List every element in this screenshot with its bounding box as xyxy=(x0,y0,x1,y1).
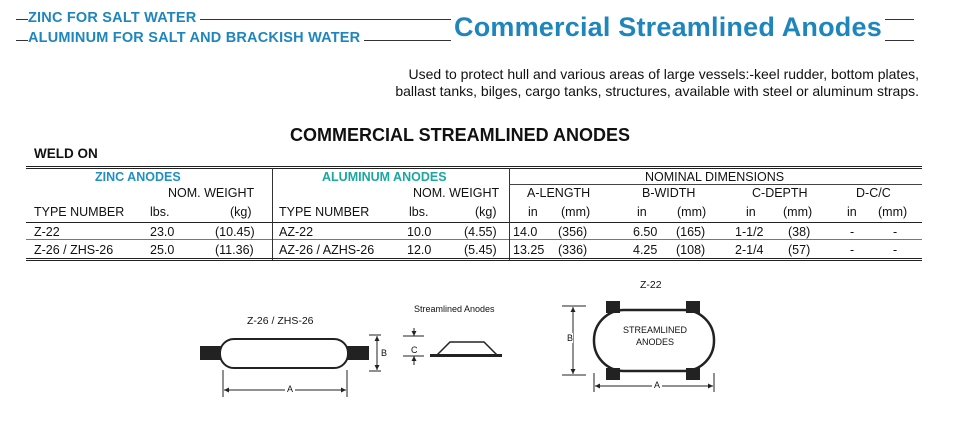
middle-label-c: C xyxy=(411,345,418,355)
b-in-cell: 6.50 xyxy=(633,225,658,239)
c-mm-header: (mm) xyxy=(783,205,813,219)
zinc-type-cell: Z-22 xyxy=(34,225,60,239)
b-mm-cell: (108) xyxy=(676,243,706,257)
zinc-anodes-header: ZINC ANODES xyxy=(95,170,181,184)
b-mm-header: (mm) xyxy=(677,205,707,219)
al-kg-header: (kg) xyxy=(475,205,497,219)
d-in-header: in xyxy=(847,205,857,219)
right-strap xyxy=(606,368,620,380)
c-mm-cell: (57) xyxy=(788,243,811,257)
description-line-1: Used to protect hull and various areas of large vessels:-keel rudder, bottom plates, xyxy=(408,66,919,82)
zinc-kg-cell: (10.45) xyxy=(215,225,255,239)
category-aluminum: ALUMINUM FOR SALT AND BRACKISH WATER xyxy=(28,30,364,46)
right-body-line-1: STREAMLINED xyxy=(622,325,687,335)
table-rule-bottom xyxy=(26,258,922,259)
aluminum-anodes-header: ALUMINUM ANODES xyxy=(322,170,447,184)
zinc-lbs-cell: 25.0 xyxy=(150,243,175,257)
c-in-cell: 2-1/4 xyxy=(735,243,764,257)
section-title: COMMERCIAL STREAMLINED ANODES xyxy=(290,125,631,145)
a-length-header: A-LENGTH xyxy=(527,186,591,200)
left-label-b: B xyxy=(381,348,388,358)
al-nom-weight-header: NOM. WEIGHT xyxy=(413,186,500,200)
right-strap xyxy=(686,368,700,380)
a-mm-cell: (336) xyxy=(558,243,588,257)
right-label-b: B xyxy=(567,333,574,343)
right-diagram-title: Z-22 xyxy=(640,279,662,291)
al-type-header: TYPE NUMBER xyxy=(279,205,370,219)
right-body-line-2: ANODES xyxy=(635,337,674,347)
d-in-cell: - xyxy=(850,225,855,239)
category-zinc: ZINC FOR SALT WATER xyxy=(28,10,200,26)
table-rule-top xyxy=(26,166,922,167)
nominal-dimensions-header: NOMINAL DIMENSIONS xyxy=(645,170,785,184)
right-strap xyxy=(606,301,620,313)
b-in-cell: 4.25 xyxy=(633,243,658,257)
right-strap xyxy=(686,301,700,313)
left-anode-body xyxy=(220,339,348,368)
b-width-header: B-WIDTH xyxy=(642,186,696,200)
table-rule-bottom-2 xyxy=(26,260,922,261)
b-mm-cell: (165) xyxy=(676,225,706,239)
a-mm-header: (mm) xyxy=(561,205,591,219)
zinc-nom-weight-header: NOM. WEIGHT xyxy=(168,186,255,200)
page-title: Commercial Streamlined Anodes xyxy=(451,12,885,43)
table-rule-top-2 xyxy=(26,168,922,169)
zinc-kg-header: (kg) xyxy=(230,205,252,219)
table-divider-1 xyxy=(272,168,273,260)
right-label-a: A xyxy=(654,380,661,390)
middle-diagram-title: Streamlined Anodes xyxy=(414,304,495,314)
table-rule-header-bottom xyxy=(26,222,922,223)
a-mm-cell: (356) xyxy=(558,225,588,239)
d-mm-header: (mm) xyxy=(878,205,908,219)
left-diagram-title: Z-26 / ZHS-26 xyxy=(247,315,314,327)
al-type-cell: AZ-26 / AZHS-26 xyxy=(279,243,375,257)
c-in-header: in xyxy=(746,205,756,219)
zinc-type-cell: Z-26 / ZHS-26 xyxy=(34,243,114,257)
a-in-header: in xyxy=(528,205,538,219)
table-divider-2 xyxy=(509,168,510,260)
d-in-cell: - xyxy=(850,243,855,257)
zinc-kg-cell: (11.36) xyxy=(215,243,254,257)
description xyxy=(395,66,919,100)
zinc-lbs-header: lbs. xyxy=(150,205,170,219)
a-in-cell: 13.25 xyxy=(513,243,545,257)
middle-anode-profile xyxy=(436,342,498,356)
al-kg-cell: (4.55) xyxy=(464,225,497,239)
left-label-a: A xyxy=(287,384,294,394)
zinc-lbs-cell: 23.0 xyxy=(150,225,175,239)
left-anode-diagram xyxy=(195,325,405,400)
al-type-cell: AZ-22 xyxy=(279,225,314,239)
al-lbs-cell: 10.0 xyxy=(407,225,432,239)
zinc-type-header: TYPE NUMBER xyxy=(34,205,125,219)
c-depth-header: C-DEPTH xyxy=(752,186,808,200)
al-lbs-cell: 12.0 xyxy=(407,243,432,257)
al-kg-cell: (5.45) xyxy=(464,243,497,257)
table-rule-row1 xyxy=(26,239,922,240)
right-body-label xyxy=(615,324,695,348)
a-in-cell: 14.0 xyxy=(513,225,538,239)
c-mm-cell: (38) xyxy=(788,225,811,239)
al-lbs-header: lbs. xyxy=(409,205,429,219)
d-mm-cell: - xyxy=(893,225,898,239)
weld-on-label: WELD ON xyxy=(34,146,98,161)
b-in-header: in xyxy=(637,205,647,219)
d-mm-cell: - xyxy=(893,243,898,257)
dcc-header: D-C/C xyxy=(856,186,891,200)
description-line-2: ballast tanks, bilges, cargo tanks, structures, available with steel or aluminum straps. xyxy=(395,83,919,99)
c-in-cell: 1-1/2 xyxy=(735,225,764,239)
dims-rule xyxy=(509,184,922,185)
